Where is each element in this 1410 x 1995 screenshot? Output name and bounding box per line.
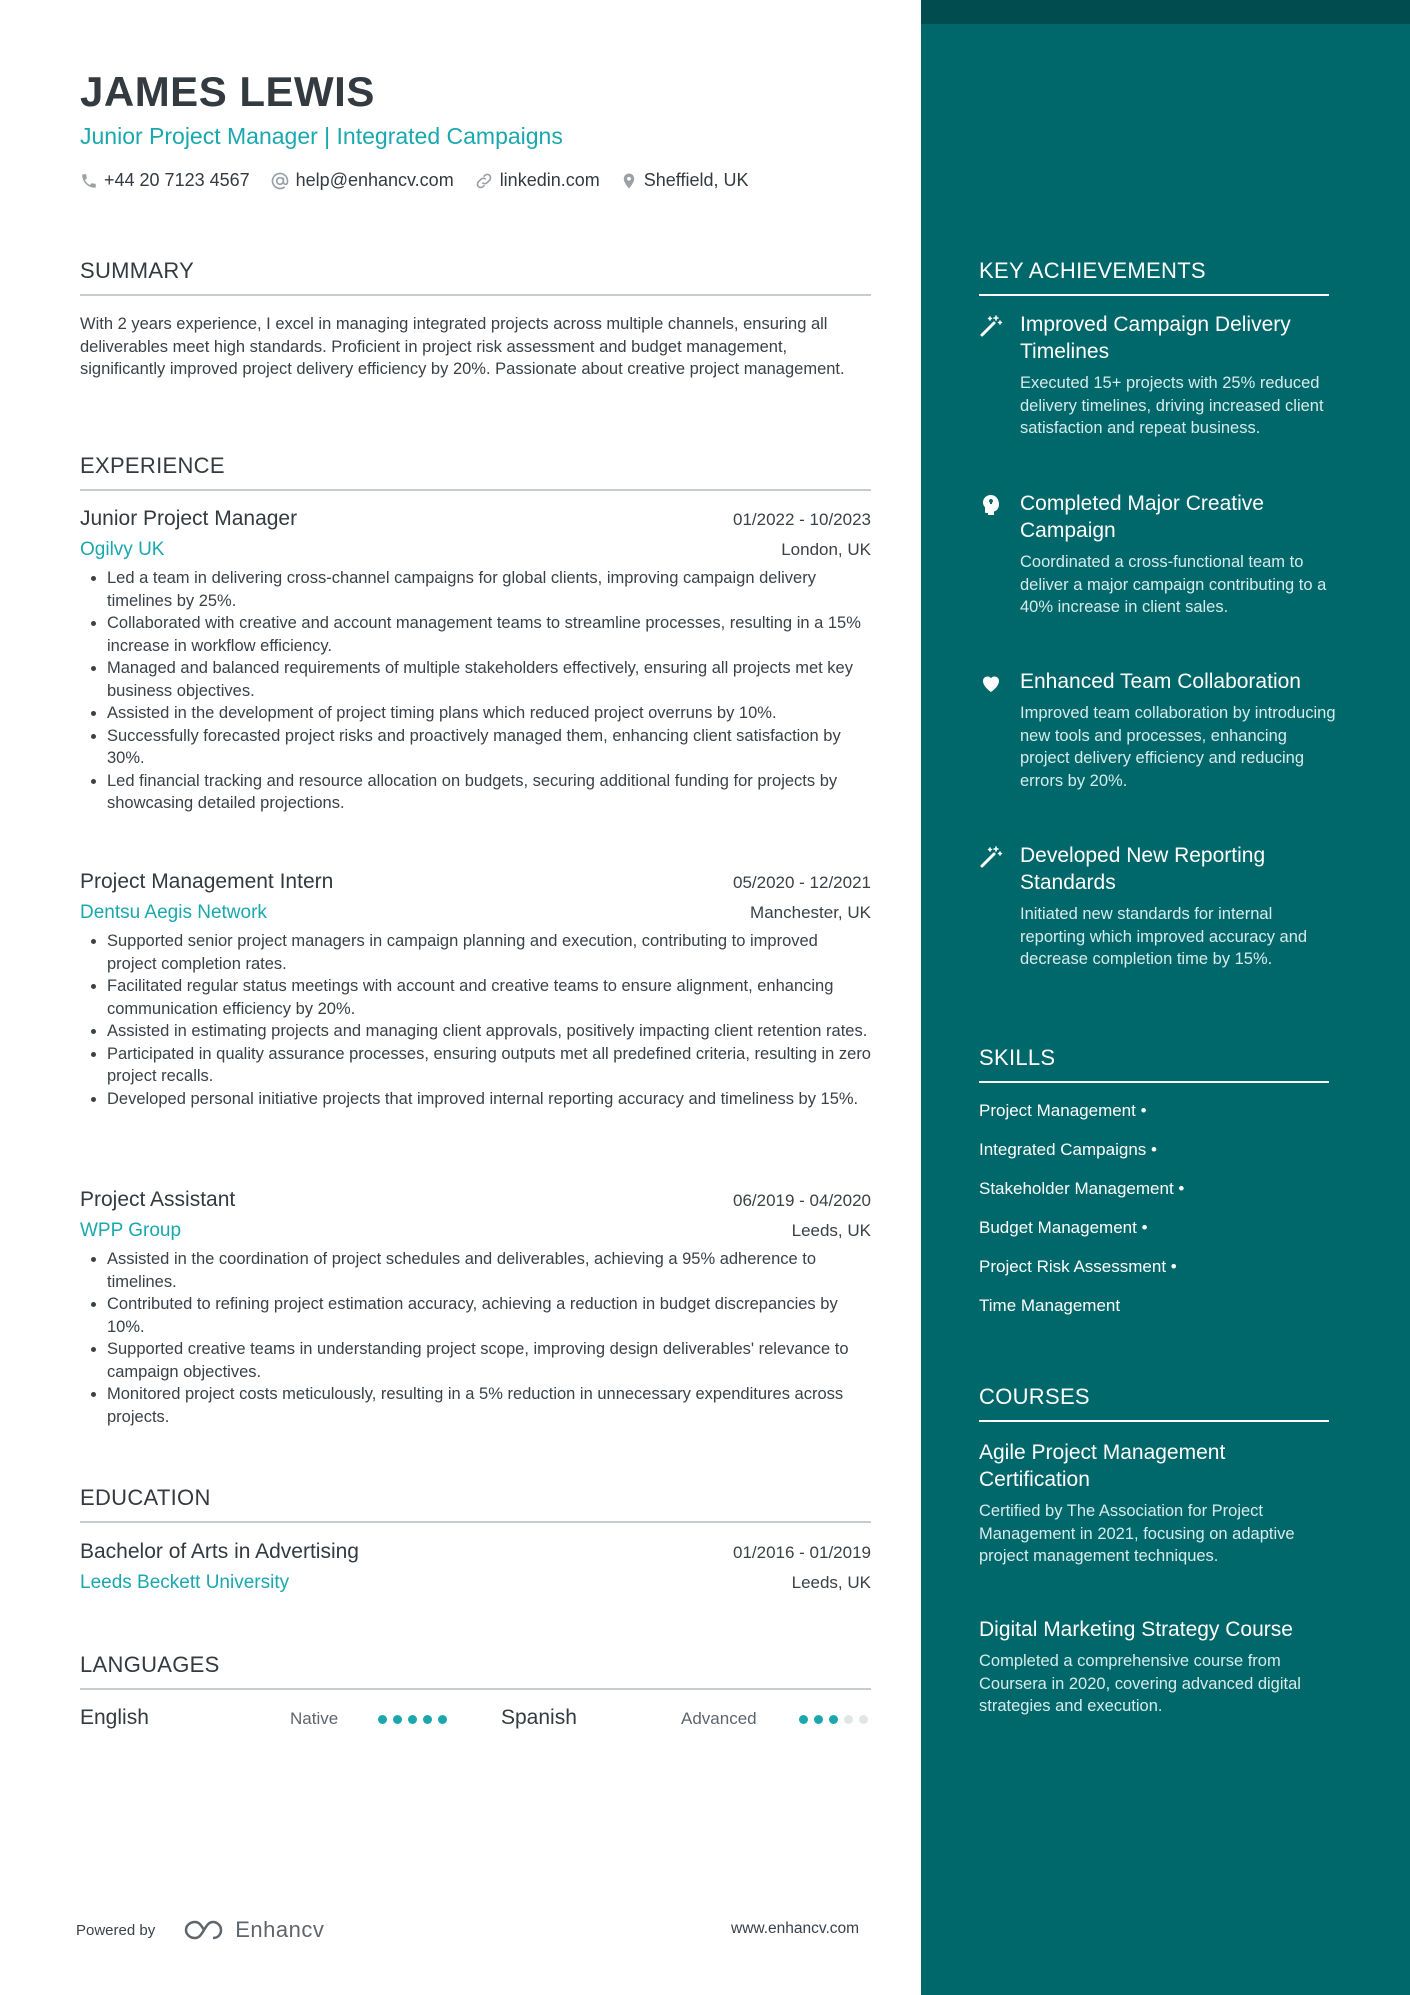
skill-item: Time Management bbox=[979, 1296, 1121, 1315]
languages-list bbox=[80, 1706, 871, 1736]
at-sign-icon bbox=[270, 171, 290, 191]
language-item bbox=[501, 1706, 577, 1730]
rating-dot-empty bbox=[844, 1715, 853, 1724]
job-bullet: • Assisted in the development of project timing plans which reduced project overruns by 10%. bbox=[107, 702, 871, 725]
candidate-title: Junior Project Manager | Integrated Campaigns bbox=[80, 123, 563, 149]
course-title: Agile Project Management Certification bbox=[979, 1441, 1226, 1491]
job-dates: 05/2020 - 12/2021 bbox=[732, 873, 871, 892]
achievement-desc: Coordinated a cross-functional team to deliver a major campaign contributing to a 40% increase in client sales. bbox=[1020, 553, 1327, 616]
achievement-title: Enhanced Team Collaboration bbox=[1020, 670, 1301, 693]
phone-text: +44 20 7123 4567 bbox=[104, 170, 250, 190]
experience-item bbox=[80, 507, 871, 815]
job-company: Dentsu Aegis Network bbox=[80, 902, 267, 923]
job-bullets bbox=[80, 567, 871, 815]
footer-powered-by bbox=[76, 1917, 324, 1943]
rating-dot-empty bbox=[859, 1715, 868, 1724]
education-location: Leeds, UK bbox=[791, 1573, 871, 1592]
achievement-item bbox=[979, 490, 1339, 619]
job-role: Junior Project Manager bbox=[80, 507, 298, 530]
sidebar-top-band bbox=[921, 0, 1410, 24]
rating-dot-filled bbox=[814, 1715, 823, 1724]
job-bullet: • Participated in quality assurance processes, ensuring outputs met all predefined criteria, resulting in zero project recalls. bbox=[107, 1043, 871, 1088]
achievement-item bbox=[979, 668, 1339, 792]
footer-website[interactable]: www.enhancv.com bbox=[731, 1920, 860, 1937]
education-dates: 01/2016 - 01/2019 bbox=[732, 1543, 871, 1562]
contact-email[interactable] bbox=[270, 170, 454, 191]
email-text: help@enhancv.com bbox=[295, 170, 454, 190]
phone-icon bbox=[80, 172, 98, 190]
job-dates: 01/2022 - 10/2023 bbox=[732, 510, 871, 529]
location-text: Sheffield, UK bbox=[643, 170, 749, 190]
language-level: Advanced bbox=[681, 1709, 757, 1728]
achievement-desc: Executed 15+ projects with 25% reduced delivery timelines, driving increased client satisfaction and repeat business. bbox=[1020, 374, 1324, 437]
job-role: Project Management Intern bbox=[80, 870, 334, 893]
rating-dot-filled bbox=[408, 1715, 417, 1724]
achievements-heading: KEY ACHIEVEMENTS bbox=[979, 258, 1329, 296]
job-location: Leeds, UK bbox=[791, 1221, 871, 1240]
achievement-title: Improved Campaign Delivery Timelines bbox=[1020, 313, 1291, 363]
language-name: Spanish bbox=[501, 1706, 577, 1729]
achievement-item bbox=[979, 842, 1339, 971]
course-desc: Certified by The Association for Project Management in 2021, focusing on adaptive project management techniques. bbox=[979, 1502, 1295, 1565]
location-pin-icon bbox=[620, 171, 638, 191]
experience-item bbox=[80, 870, 871, 1110]
skills-heading: SKILLS bbox=[979, 1045, 1329, 1083]
powered-by-label: Powered by bbox=[76, 1921, 156, 1939]
magic-wand-icon bbox=[979, 314, 1003, 338]
language-rating bbox=[799, 1715, 874, 1724]
enhancv-logo[interactable] bbox=[181, 1917, 324, 1943]
contact-linkedin[interactable] bbox=[474, 170, 600, 191]
contact-bar bbox=[80, 170, 768, 191]
language-level: Native bbox=[290, 1709, 339, 1728]
achievement-title: Developed New Reporting Standards bbox=[1020, 844, 1266, 894]
summary-text: With 2 years experience, I excel in managing integrated projects across multiple channels, ensuring all deliverables meet high standards. Proficient in project risk assessment and budget management, significantly improved project delivery efficiency by 20%. Passionate about creative project management. bbox=[80, 315, 845, 378]
job-company: Ogilvy UK bbox=[80, 539, 165, 560]
job-bullet: • Assisted in estimating projects and managing client approvals, positively impacting client retention rates. bbox=[107, 1020, 871, 1043]
linkedin-text: linkedin.com bbox=[499, 170, 600, 190]
rating-dot-filled bbox=[378, 1715, 387, 1724]
link-icon bbox=[474, 171, 494, 191]
summary-heading: SUMMARY bbox=[80, 258, 871, 296]
enhancv-logo-icon bbox=[181, 1918, 227, 1942]
education-school: Leeds Beckett University bbox=[80, 1572, 290, 1593]
job-location: London, UK bbox=[781, 540, 871, 559]
achievement-desc: Improved team collaboration by introducing new tools and processes, enhancing project delivery efficiency and reducing errors by 20%. bbox=[1020, 704, 1336, 790]
course-title: Digital Marketing Strategy Course bbox=[979, 1618, 1293, 1641]
achievement-title: Completed Major Creative Campaign bbox=[1020, 492, 1264, 542]
achievement-desc: Initiated new standards for internal reporting which improved accuracy and decrease completion time by 15%. bbox=[1020, 905, 1308, 968]
candidate-name: JAMES LEWIS bbox=[80, 68, 375, 115]
rating-dot-filled bbox=[438, 1715, 447, 1724]
job-bullet: • Managed and balanced requirements of multiple stakeholders effectively, ensuring all projects met key business objectives. bbox=[107, 657, 871, 702]
job-bullet: • Led a team in delivering cross-channel campaigns for global clients, improving campaign delivery timelines by 25%. bbox=[107, 567, 871, 612]
job-bullet: • Developed personal initiative projects that improved internal reporting accuracy and timeliness by 15%. bbox=[107, 1088, 871, 1111]
brand-name: Enhancv bbox=[235, 1917, 325, 1942]
languages-heading: LANGUAGES bbox=[80, 1652, 871, 1690]
job-bullet: • Monitored project costs meticulously, resulting in a 5% reduction in unnecessary expenditures across projects. bbox=[107, 1383, 871, 1428]
job-company: WPP Group bbox=[80, 1220, 182, 1241]
job-bullet: • Facilitated regular status meetings with account and creative teams to ensure alignment, enhancing communication efficiency by 20%. bbox=[107, 975, 871, 1020]
job-bullet: • Supported creative teams in understanding project scope, improving design deliverables' relevance to campaign objectives. bbox=[107, 1338, 871, 1383]
rating-dot-filled bbox=[799, 1715, 808, 1724]
heart-icon bbox=[979, 671, 1003, 695]
job-bullet: • Supported senior project managers in campaign planning and execution, contributing to improved project completion rates. bbox=[107, 930, 871, 975]
job-bullet: • Contributed to refining project estimation accuracy, achieving a reduction in budget discrepancies by 10%. bbox=[107, 1293, 871, 1338]
job-location: Manchester, UK bbox=[750, 903, 871, 922]
experience-item bbox=[80, 1188, 871, 1428]
education-item bbox=[80, 1540, 871, 1594]
rating-dot-filled bbox=[393, 1715, 402, 1724]
language-rating bbox=[378, 1715, 453, 1724]
experience-heading: EXPERIENCE bbox=[80, 453, 871, 491]
course-item bbox=[979, 1616, 1339, 1718]
job-bullets bbox=[80, 930, 871, 1110]
sidebar bbox=[921, 0, 1410, 1995]
job-dates: 06/2019 - 04/2020 bbox=[732, 1191, 871, 1210]
job-bullets bbox=[80, 1248, 871, 1428]
skill-item: Budget Management • bbox=[979, 1218, 1148, 1237]
language-name: English bbox=[80, 1706, 149, 1729]
job-bullet: • Successfully forecasted project risks and proactively managed them, enhancing client satisfaction by 30%. bbox=[107, 725, 871, 770]
brain-icon bbox=[979, 493, 1003, 517]
language-item bbox=[80, 1706, 149, 1730]
rating-dot-filled bbox=[829, 1715, 838, 1724]
education-degree: Bachelor of Arts in Advertising bbox=[80, 1540, 359, 1563]
contact-phone[interactable] bbox=[80, 170, 250, 191]
course-item bbox=[979, 1439, 1339, 1568]
skills-list bbox=[979, 1100, 1184, 1334]
job-bullet: • Led financial tracking and resource allocation on budgets, securing additional funding for projects by showcasing detailed projections. bbox=[107, 770, 871, 815]
skill-item: Stakeholder Management • bbox=[979, 1179, 1185, 1198]
courses-heading: COURSES bbox=[979, 1384, 1329, 1422]
contact-location bbox=[620, 170, 749, 191]
skill-item: Project Management • bbox=[979, 1101, 1147, 1120]
job-bullet: • Assisted in the coordination of project schedules and deliverables, achieving a 95% adherence to timelines. bbox=[107, 1248, 871, 1293]
course-desc: Completed a comprehensive course from Coursera in 2020, covering advanced digital strategies and execution. bbox=[979, 1652, 1301, 1715]
skill-item: Project Risk Assessment • bbox=[979, 1257, 1177, 1276]
magic-wand-icon bbox=[979, 845, 1003, 869]
skill-item: Integrated Campaigns • bbox=[979, 1140, 1157, 1159]
achievement-item bbox=[979, 311, 1339, 440]
job-bullet: • Collaborated with creative and account management teams to streamline processes, resulting in a 15% increase in workflow efficiency. bbox=[107, 612, 871, 657]
job-role: Project Assistant bbox=[80, 1188, 236, 1211]
education-heading: EDUCATION bbox=[80, 1485, 871, 1523]
rating-dot-filled bbox=[423, 1715, 432, 1724]
